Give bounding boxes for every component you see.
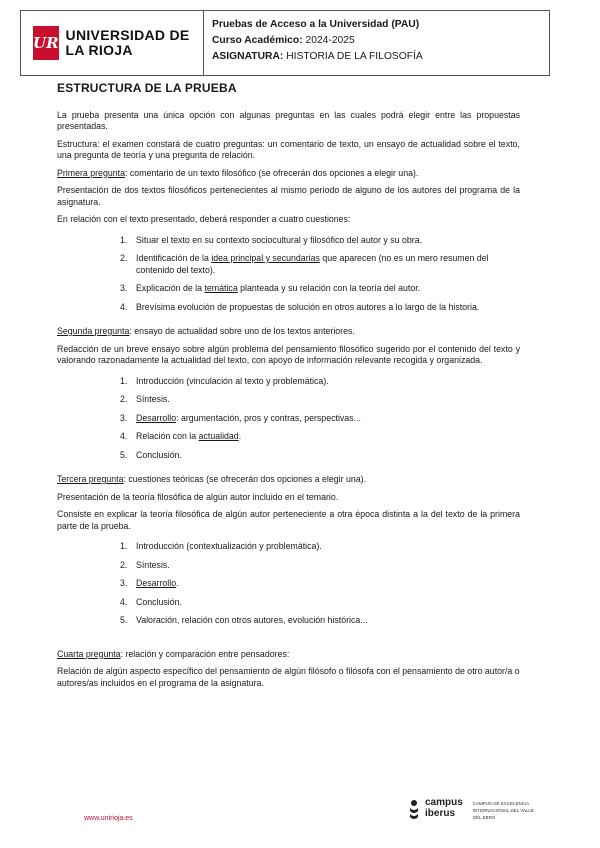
intro-paragraph: La prueba presenta una única opción con algunas preguntas en las cuales podrá elegir entre las propuestas presentadas. bbox=[57, 109, 520, 131]
list-item: 4. Brevísima evolución de propuestas de solución en otros autores a lo largo de la historia. bbox=[120, 301, 480, 312]
q3-heading: Tercera pregunta: cuestiones teóricas (se ofrecerán dos opciones a elegir una). bbox=[57, 474, 367, 484]
q4-paragraph: Relación de algún aspecto específico del pensamiento de algún filósofo o filósofa con el pensamiento de otro autor/a o autores/as incluidos en el programa de la asignatura. bbox=[57, 666, 520, 688]
q1-list bbox=[120, 235, 520, 314]
exam-title: Pruebas de Acceso a la Universidad (PAU) bbox=[212, 19, 420, 30]
exam-info bbox=[204, 11, 549, 75]
document-body bbox=[57, 80, 520, 695]
list-item: 2. Síntesis. bbox=[120, 559, 170, 570]
q1-paragraph: En relación con el texto presentado, deberá responder a cuatro cuestiones: bbox=[57, 214, 351, 224]
list-item: 2. Síntesis. bbox=[120, 394, 170, 404]
university-logo bbox=[21, 11, 204, 75]
list-item: 5. Conclusión. bbox=[120, 449, 182, 460]
list-item: 4. Relación con la actualidad. bbox=[120, 431, 242, 441]
list-item: 1. Introducción (vinculación al texto y problemática). bbox=[120, 375, 329, 386]
q3-paragraph: Consiste en explicar la teoría filosófica de algún autor perteneciente a otra época distinta a la del texto de la primera parte de la prueba. bbox=[57, 509, 520, 531]
list-item: 1. Introducción (contextualización y problemática). bbox=[120, 541, 322, 551]
list-item: 5. Valoración, relación con otros autores, evolución histórica... bbox=[120, 615, 368, 625]
university-emblem: UR bbox=[33, 26, 59, 60]
q1-paragraph: Presentación de dos textos filosóficos pertenecientes al mismo periodo de alguno de los autores del programa de la asignatura. bbox=[57, 185, 520, 207]
q2-paragraph: Redacción de un breve ensayo sobre algún problema del pensamiento filosófico sugerido por el contenido del texto y valorando razonadamente la actualidad del texto, con apoyo de información relevante recogida y organizada. bbox=[57, 343, 520, 365]
list-item: 3. Desarrollo: argumentación, pros y contras, perspectivas... bbox=[120, 412, 361, 423]
list-item: 3. Desarrollo. bbox=[120, 578, 179, 588]
list-item: 4. Conclusión. bbox=[120, 596, 182, 607]
list-item: 3. Explicación de la temática planteada y su relación con la teoría del autor. bbox=[120, 283, 421, 293]
academic-year: Curso Académico: 2024-2025 bbox=[212, 35, 355, 46]
footer-url: www.unirioja.es bbox=[84, 815, 133, 822]
subject: ASIGNATURA: HISTORIA DE LA FILOSOFÍA bbox=[212, 51, 423, 62]
structure-paragraph: Estructura: el examen constará de cuatro preguntas: un comentario de texto, un ensayo de actualidad sobre el texto, una pregunta de teoría y una pregunta de relación. bbox=[57, 138, 520, 160]
campus-iberus-name: campus iberus bbox=[425, 797, 463, 819]
q3-list bbox=[120, 541, 520, 627]
list-item: 2. Identificación de la idea principal y secundarias que aparecen (no es un mero resumen del contenido del texto). bbox=[120, 253, 489, 275]
campus-iberus-tagline: CAMPUS DE EXCELENCIA INTERNACIONAL DEL VALLE DEL EBRO bbox=[472, 801, 534, 820]
campus-iberus-icon bbox=[407, 799, 421, 821]
q1-heading: Primera pregunta: comentario de un texto filosófico (se ofrecerán dos opciones a elegir una). bbox=[57, 167, 419, 178]
campus-iberus-logo bbox=[407, 797, 543, 821]
q2-heading: Segunda pregunta: ensayo de actualidad sobre uno de los textos anteriores. bbox=[57, 326, 355, 336]
q2-list bbox=[120, 376, 520, 462]
q4-heading: Cuarta pregunta: relación y comparación entre pensadores: bbox=[57, 648, 290, 659]
document-header bbox=[20, 10, 550, 76]
list-item: 1. Situar el texto en su contexto sociocultural y filosófico del autor y su obra. bbox=[120, 234, 423, 245]
q3-paragraph: Presentación de la teoría filosófica de algún autor incluido en el temario. bbox=[57, 491, 339, 502]
university-name: UNIVERSIDAD DE LA RIOJA bbox=[65, 27, 190, 58]
page-title: ESTRUCTURA DE LA PRUEBA bbox=[57, 81, 237, 95]
